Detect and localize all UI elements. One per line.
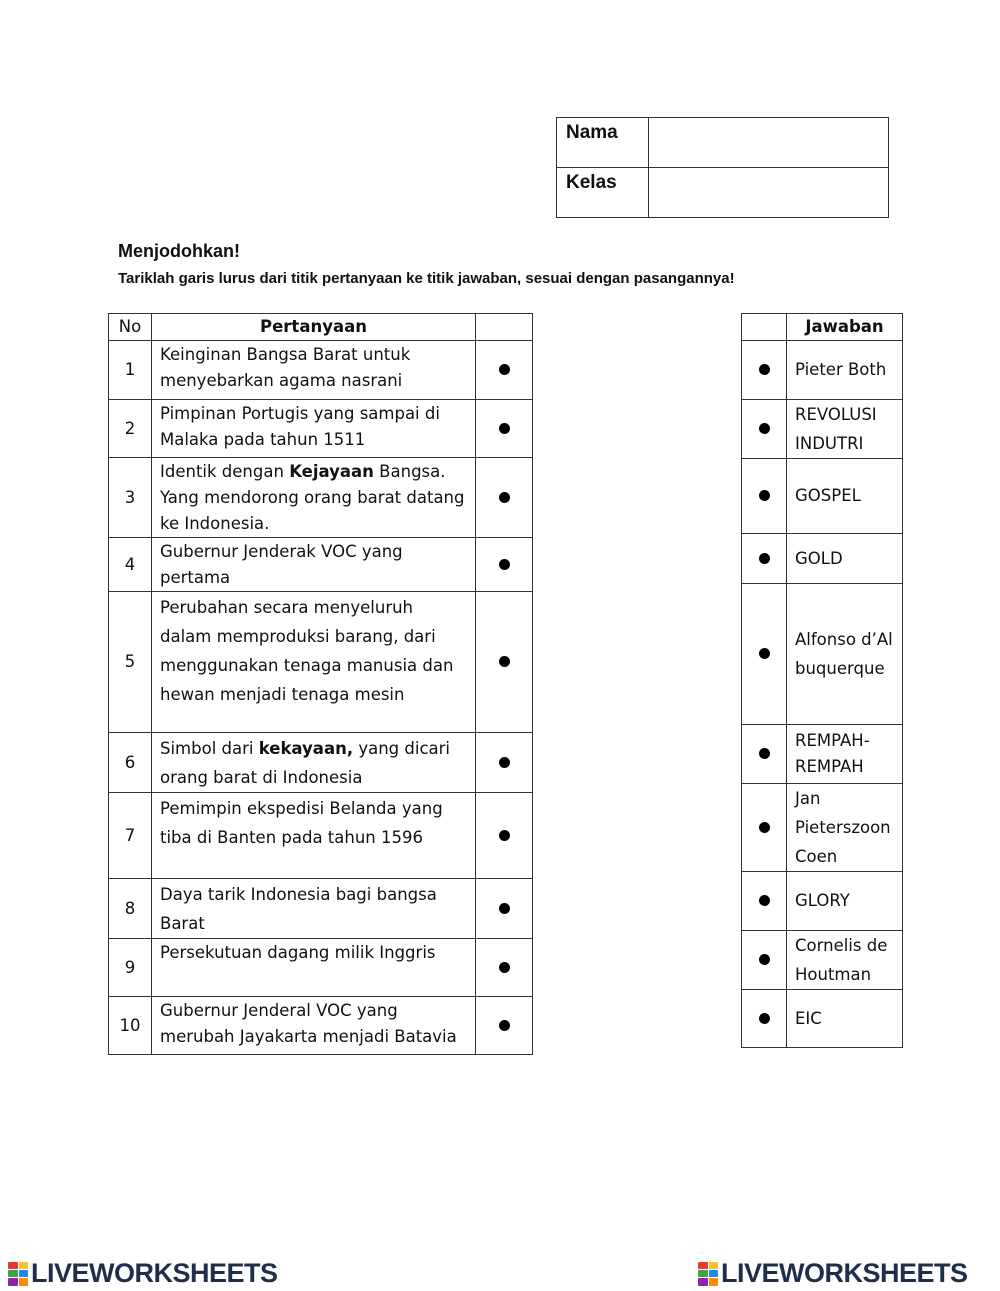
question-dot[interactable] <box>476 400 533 458</box>
dot-header <box>742 314 787 341</box>
question-dot[interactable] <box>476 341 533 400</box>
question-text: Simbol dari kekayaan, yang dicari orang barat di Indonesia <box>152 733 476 793</box>
dot-icon[interactable] <box>499 757 510 768</box>
answer-dot[interactable] <box>742 584 787 725</box>
answer-text: Pieter Both <box>787 341 903 400</box>
question-dot[interactable] <box>476 793 533 879</box>
class-label: Kelas <box>557 168 649 218</box>
answer-text: Jan Pieterszoon Coen <box>787 784 903 872</box>
question-text: Daya tarik Indonesia bagi bangsa Barat <box>152 879 476 939</box>
dot-icon[interactable] <box>759 1013 770 1024</box>
answer-header: Jawaban <box>787 314 903 341</box>
answer-dot[interactable] <box>742 400 787 459</box>
answer-dot[interactable] <box>742 990 787 1048</box>
question-text: Gubernur Jenderal VOC yang merubah Jayakarta menjadi Batavia <box>152 997 476 1055</box>
answer-dot[interactable] <box>742 725 787 784</box>
keyword-kekayaan: kekayaan, <box>258 739 354 758</box>
dot-icon[interactable] <box>499 492 510 503</box>
question-dot[interactable] <box>476 538 533 592</box>
question-number: 7 <box>109 793 152 879</box>
name-field[interactable] <box>649 118 889 168</box>
question-number: 6 <box>109 733 152 793</box>
question-number: 3 <box>109 458 152 538</box>
keyword-kejayaan: Kejayaan <box>289 462 374 481</box>
dot-icon[interactable] <box>759 364 770 375</box>
no-header: No <box>109 314 152 341</box>
question-dot[interactable] <box>476 458 533 538</box>
dot-icon[interactable] <box>499 656 510 667</box>
question-number: 10 <box>109 997 152 1055</box>
instruction-text: Tariklah garis lurus dari titik pertanyaan ke titik jawaban, sesuai dengan pasangannya! <box>118 270 735 287</box>
liveworksheets-logo-icon <box>698 1262 718 1286</box>
question-text: Identik dengan Kejayaan Bangsa. Yang mendorong orang barat datang ke Indonesia. <box>152 458 476 538</box>
dot-icon[interactable] <box>759 748 770 759</box>
dot-icon[interactable] <box>499 364 510 375</box>
footer-brand-left <box>8 1258 278 1289</box>
question-dot[interactable] <box>476 733 533 793</box>
answer-dot[interactable] <box>742 459 787 534</box>
dot-icon[interactable] <box>759 895 770 906</box>
answer-text: REVOLUSI INDUTRI <box>787 400 903 459</box>
answers-table <box>741 313 903 1048</box>
question-number: 5 <box>109 592 152 733</box>
question-number: 2 <box>109 400 152 458</box>
liveworksheets-logo-icon <box>8 1262 28 1286</box>
answer-dot[interactable] <box>742 341 787 400</box>
question-text: Perubahan secara menyeluruh dalam memproduksi barang, dari menggunakan tenaga manusia dan hewan menjadi tenaga mesin <box>152 592 476 733</box>
question-number: 1 <box>109 341 152 400</box>
answer-dot[interactable] <box>742 872 787 931</box>
answer-text: Cornelis de Houtman <box>787 931 903 990</box>
questions-table <box>108 313 533 1055</box>
brand-name: LIVEWORKSHEETS <box>31 1258 278 1288</box>
dot-icon[interactable] <box>499 830 510 841</box>
answer-text: GLORY <box>787 872 903 931</box>
answer-text: EIC <box>787 990 903 1048</box>
answer-dot[interactable] <box>742 534 787 584</box>
answer-dot[interactable] <box>742 931 787 990</box>
question-number: 9 <box>109 939 152 997</box>
dot-icon[interactable] <box>499 1020 510 1031</box>
answer-dot[interactable] <box>742 784 787 872</box>
answer-text: REMPAH-REMPAH <box>787 725 903 784</box>
brand-name: LIVEWORKSHEETS <box>721 1258 968 1288</box>
question-number: 8 <box>109 879 152 939</box>
question-dot[interactable] <box>476 997 533 1055</box>
question-text: Persekutuan dagang milik Inggris <box>152 939 476 997</box>
question-header: Pertanyaan <box>152 314 476 341</box>
class-field[interactable] <box>649 168 889 218</box>
dot-icon[interactable] <box>499 962 510 973</box>
dot-icon[interactable] <box>759 648 770 659</box>
question-dot[interactable] <box>476 879 533 939</box>
dot-header <box>476 314 533 341</box>
dot-icon[interactable] <box>759 553 770 564</box>
footer-brand-right <box>698 1258 968 1289</box>
question-text: Pimpinan Portugis yang sampai di Malaka pada tahun 1511 <box>152 400 476 458</box>
question-dot[interactable] <box>476 592 533 733</box>
answer-text: GOLD <box>787 534 903 584</box>
dot-icon[interactable] <box>759 954 770 965</box>
question-text: Gubernur Jenderak VOC yang pertama <box>152 538 476 592</box>
question-number: 4 <box>109 538 152 592</box>
dot-icon[interactable] <box>499 903 510 914</box>
question-text: Pemimpin ekspedisi Belanda yang tiba di Banten pada tahun 1596 <box>152 793 476 879</box>
page-title: Menjodohkan! <box>118 241 240 261</box>
question-text: Keinginan Bangsa Barat untuk menyebarkan agama nasrani <box>152 341 476 400</box>
answer-text: GOSPEL <box>787 459 903 534</box>
dot-icon[interactable] <box>759 822 770 833</box>
dot-icon[interactable] <box>759 490 770 501</box>
dot-icon[interactable] <box>759 423 770 434</box>
name-label: Nama <box>557 118 649 168</box>
dot-icon[interactable] <box>499 559 510 570</box>
student-identity-table <box>556 117 889 218</box>
dot-icon[interactable] <box>499 423 510 434</box>
answer-text: Alfonso d’Albuquerque <box>787 584 903 725</box>
question-dot[interactable] <box>476 939 533 997</box>
